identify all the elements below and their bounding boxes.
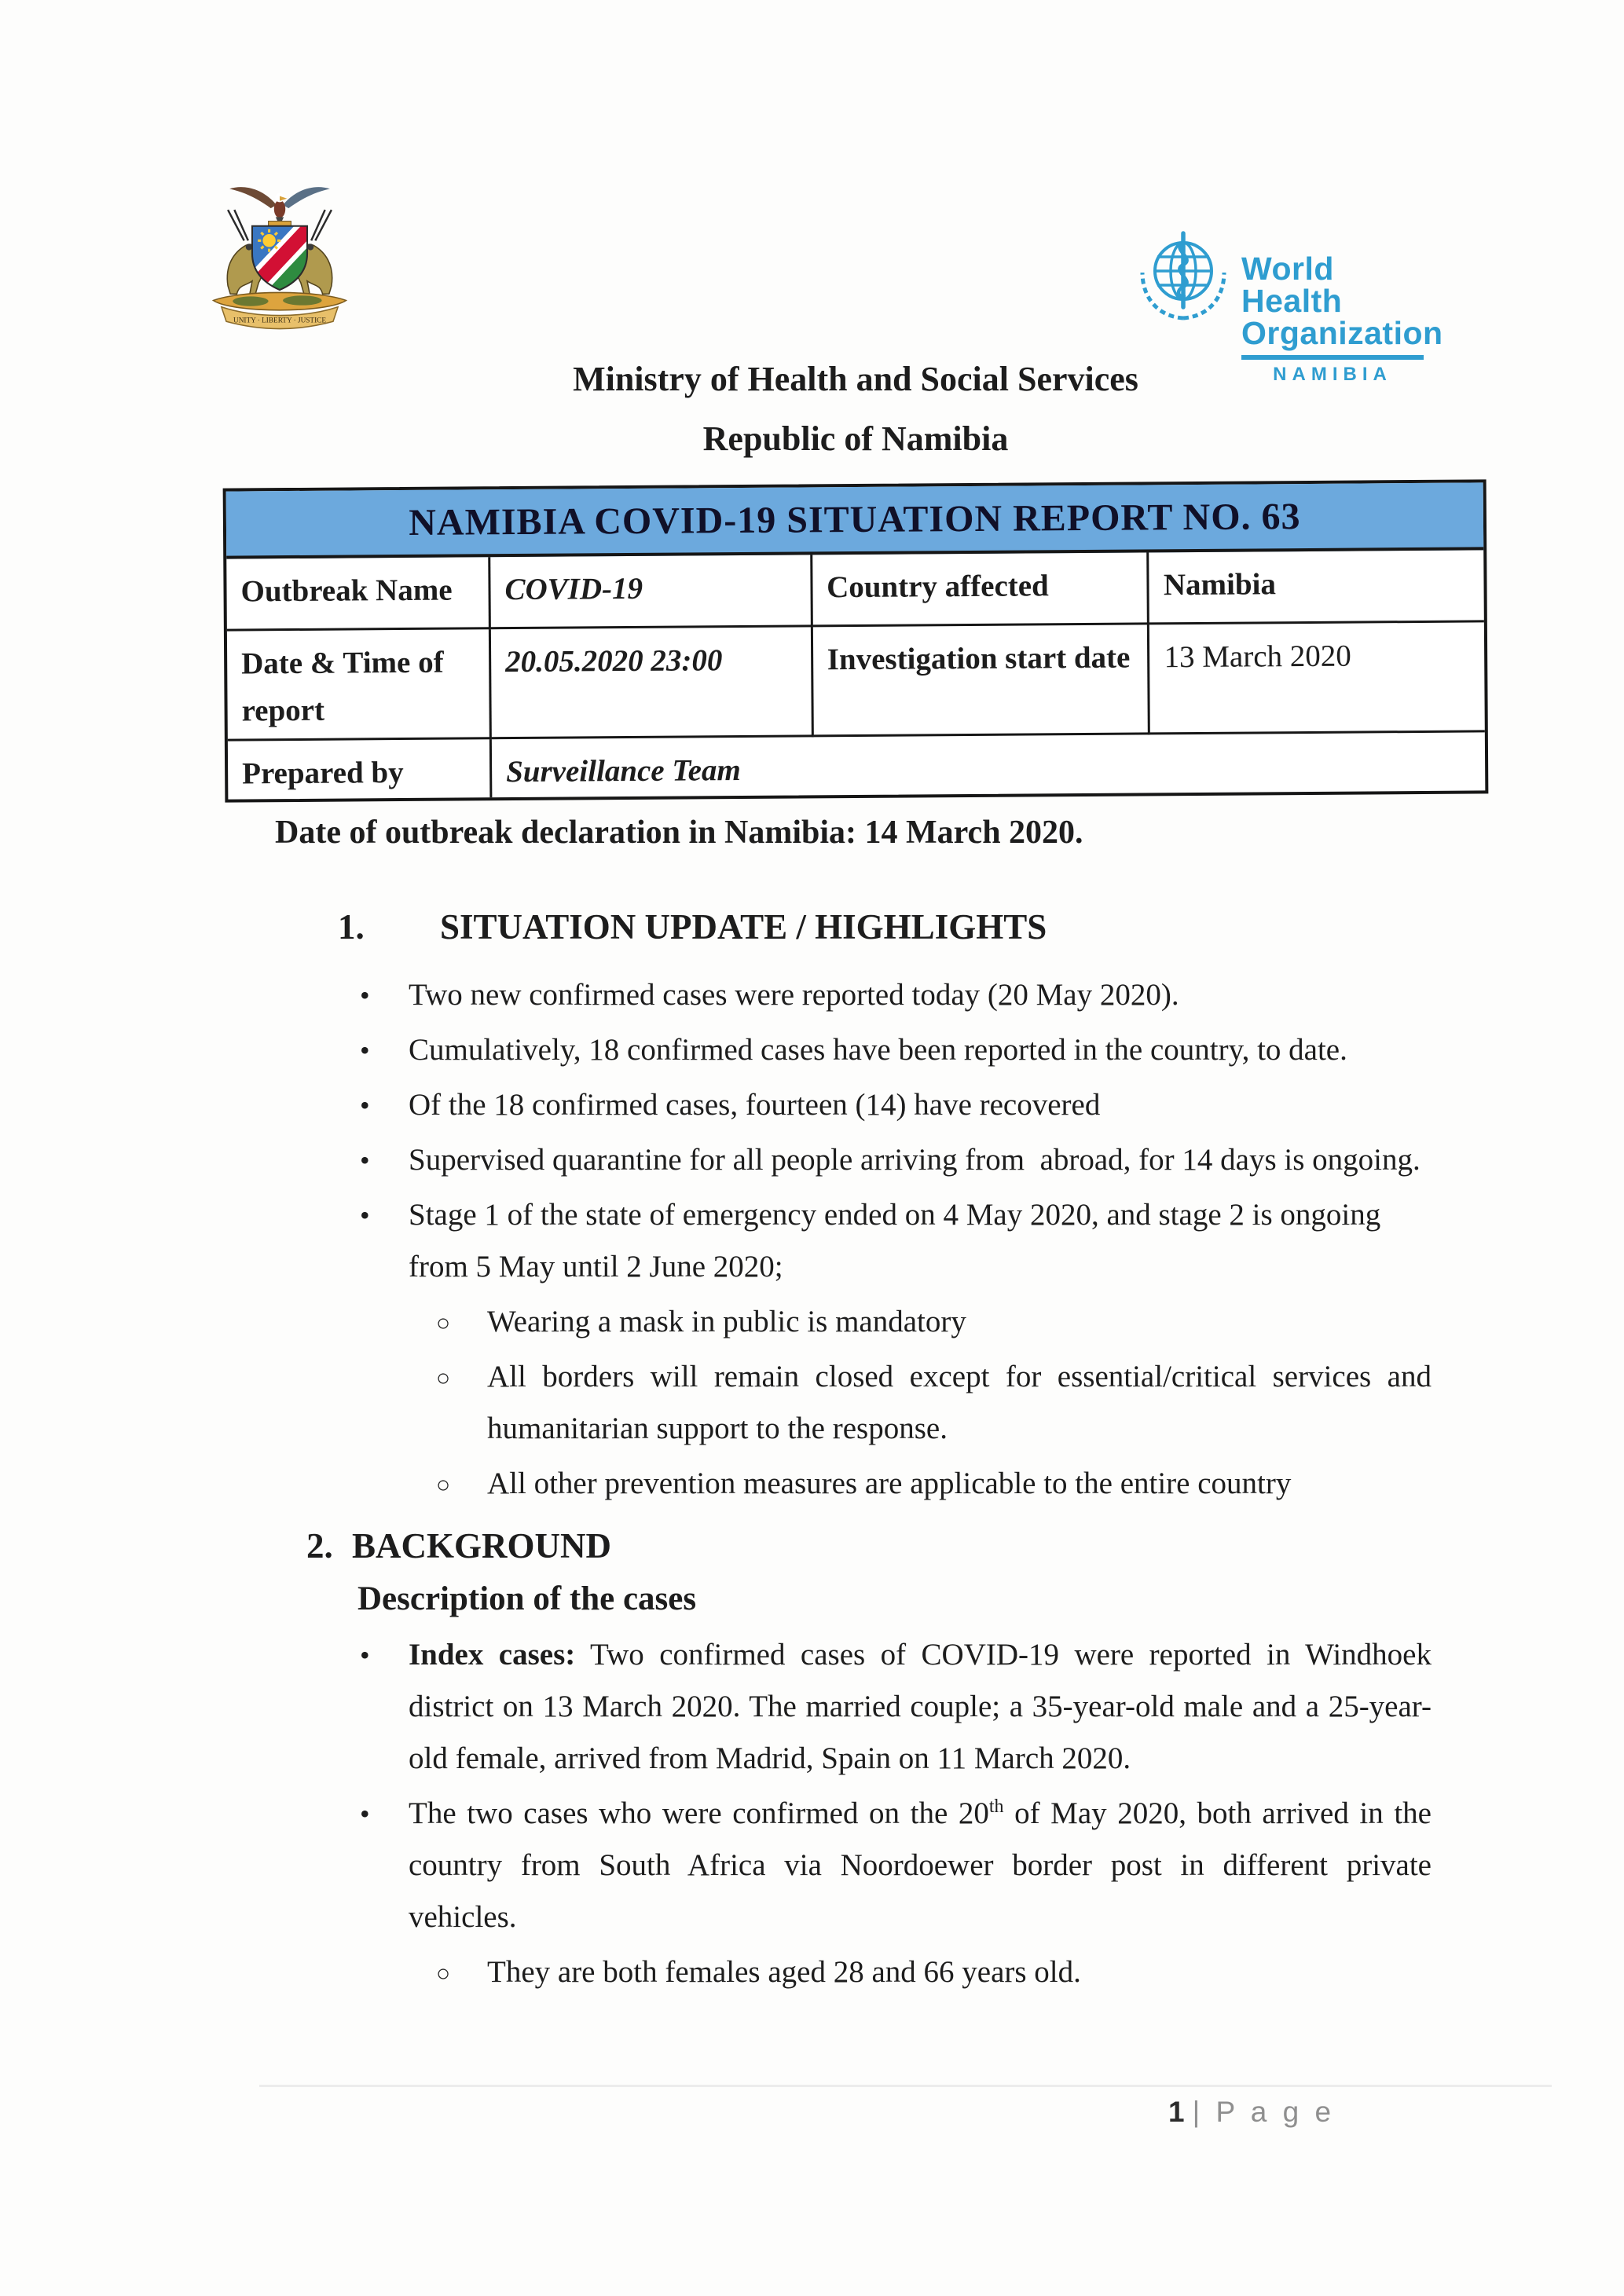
cell-investigation-start-value: 13 March 2020 xyxy=(1149,622,1485,734)
circle-bullet-icon: ○ xyxy=(436,1310,451,1336)
list-item xyxy=(275,1189,1432,1293)
list-item xyxy=(275,1296,1432,1348)
cell-prepared-by-value: Surveillance Team xyxy=(506,753,741,789)
list-item xyxy=(275,1788,1439,1943)
bullet-icon: • xyxy=(360,1089,370,1121)
who-country-label: NAMIBIA xyxy=(1273,364,1392,385)
bullet-icon: • xyxy=(360,1034,370,1066)
circle-bullet-icon: ○ xyxy=(436,1472,451,1498)
section-2-number: 2. xyxy=(306,1526,333,1565)
cell-report-datetime-label: Date & Time of report xyxy=(227,629,492,741)
bullet-icon: • xyxy=(360,1639,370,1671)
who-wordmark-line1: World Health xyxy=(1241,251,1343,319)
section-2-title: BACKGROUND xyxy=(352,1526,612,1565)
bullet-icon: • xyxy=(360,980,370,1011)
section-1-number: 1. xyxy=(338,907,365,947)
list-item xyxy=(275,1024,1432,1076)
cell-prepared-by-label: Prepared by xyxy=(228,739,493,799)
report-table-title: NAMIBIA COVID-19 SITUATION REPORT NO. 63 xyxy=(226,482,1484,558)
list-item xyxy=(275,1079,1432,1131)
who-wordmark-line2: Organization xyxy=(1241,315,1443,351)
list-item xyxy=(275,969,1432,1021)
ordinal-superscript: th xyxy=(988,1796,1004,1817)
list-item xyxy=(275,1351,1439,1455)
sub-bullet-text: All other prevention measures are applicable to the entire country xyxy=(487,1467,1292,1500)
bullet-text: Supervised quarantine for all people arriving from abroad, for 14 days is ongoing. xyxy=(409,1143,1421,1177)
section-1-heading xyxy=(275,903,1432,950)
new-cases-text-post: of May 2020, both arrived in the country from South Africa via Noordoewer border post in different private vehicles. xyxy=(409,1796,1439,1934)
bullet-text: Stage 1 of the state of emergency ended on 4 May 2020, and stage 2 is ongoing from 5 May until 2 June 2020; xyxy=(409,1198,1388,1283)
situation-sub-bullet-list xyxy=(275,1296,1439,1510)
circle-bullet-icon: ○ xyxy=(436,1961,451,1987)
motto-text: UNITY · LIBERTY · JUSTICE xyxy=(233,317,326,325)
cell-country-affected-value: Namibia xyxy=(1149,550,1484,624)
page-number: 1 xyxy=(1168,2096,1185,2128)
index-cases-text: Two confirmed cases of COVID-19 were reported in Windhoek district on 13 March 2020. The married couple; a 35-year-old male and a 25-year-old female, arrived from Madrid, Spain on 11 March 2020. xyxy=(409,1638,1439,1775)
section-1-title: SITUATION UPDATE / HIGHLIGHTS xyxy=(440,907,1047,947)
document-body xyxy=(275,903,1439,2001)
situation-report-table xyxy=(223,479,1489,802)
cell-investigation-start-label: Investigation start date xyxy=(812,624,1150,737)
bullet-icon: • xyxy=(360,1199,370,1231)
list-item xyxy=(275,1946,1432,1998)
bullet-icon: • xyxy=(360,1144,370,1176)
section-2-heading xyxy=(275,1522,1432,1569)
list-item xyxy=(275,1134,1432,1186)
bullet-text: Cumulatively, 18 confirmed cases have been reported in the country, to date. xyxy=(409,1033,1347,1067)
background-bullet-list xyxy=(275,1629,1439,1943)
list-item xyxy=(275,1458,1432,1510)
republic-title: Republic of Namibia xyxy=(702,419,1009,458)
sub-bullet-text: All borders will remain closed except for essential/critical services and humanitarian support to the response. xyxy=(487,1360,1439,1445)
cell-report-datetime-value: 20.05.2020 23:00 xyxy=(491,627,814,739)
list-item xyxy=(275,1629,1439,1785)
cell-outbreak-name-value: COVID-19 xyxy=(490,555,812,629)
sub-bullet-text: They are both females aged 28 and 66 years old. xyxy=(487,1955,1081,1989)
bullet-icon: • xyxy=(360,1798,370,1829)
namibia-coat-of-arms-icon xyxy=(199,179,361,341)
circle-bullet-icon: ○ xyxy=(436,1365,451,1391)
eagle-right-wing xyxy=(283,187,330,208)
sub-bullet-text: Wearing a mask in public is mandatory xyxy=(487,1305,966,1338)
ministry-title: Ministry of Health and Social Services xyxy=(573,360,1138,398)
description-subheading: Description of the cases xyxy=(357,1580,697,1617)
index-cases-lead: Index cases: xyxy=(409,1638,576,1672)
footer-divider xyxy=(259,2085,1552,2087)
bullet-text: Two new confirmed cases were reported today (20 May 2020). xyxy=(409,978,1179,1012)
new-cases-text-pre: The two cases who were confirmed on the 20 xyxy=(409,1796,989,1830)
letterhead xyxy=(224,360,1487,459)
cell-country-affected-label: Country affected xyxy=(812,552,1149,627)
bullet-text: Of the 18 confirmed cases, fourteen (14) have recovered xyxy=(409,1088,1101,1122)
who-emblem-icon xyxy=(1136,228,1230,324)
cell-outbreak-name-label: Outbreak Name xyxy=(226,557,491,631)
background-sub-bullet-list xyxy=(275,1946,1432,1998)
outbreak-declaration-line: Date of outbreak declaration in Namibia: 14 March 2020. xyxy=(275,815,1083,851)
situation-bullet-list xyxy=(275,969,1432,1293)
page-footer xyxy=(1168,2096,1335,2129)
page-label: | P a g e xyxy=(1192,2096,1336,2128)
eagle-left-wing xyxy=(229,187,277,208)
